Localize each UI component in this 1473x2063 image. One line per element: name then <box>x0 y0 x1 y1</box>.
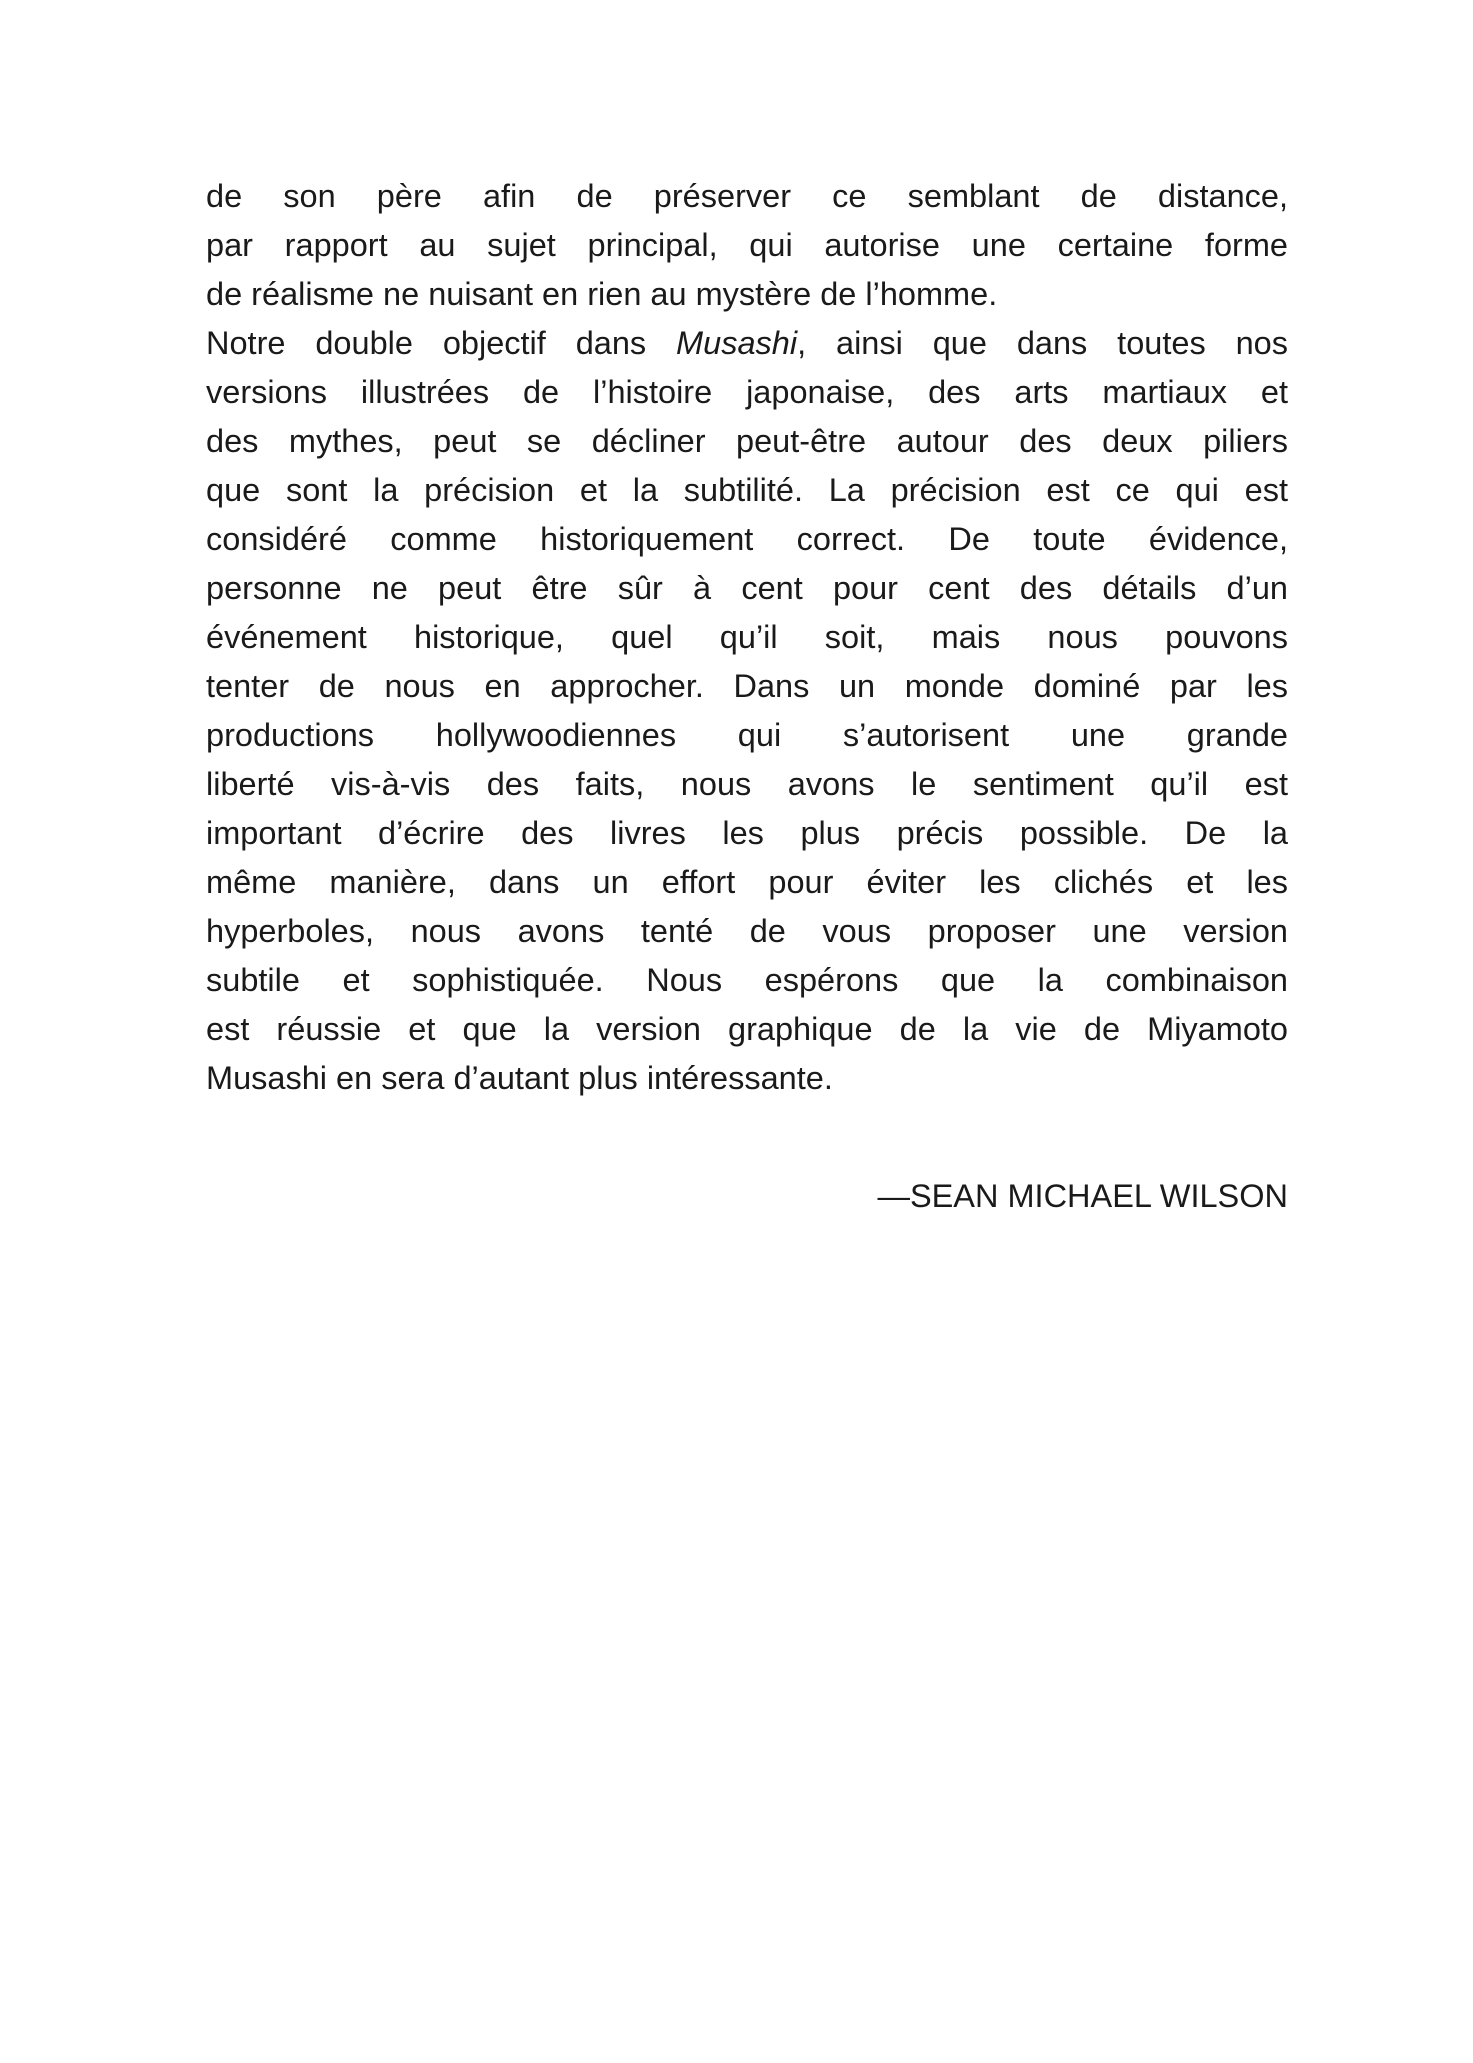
text-line: subtile et sophistiquée. Nous espérons que la combinaison <box>206 962 1288 998</box>
text-line: considéré comme historiquement correct. De toute évidence, <box>206 521 1288 557</box>
author-signature: —SEAN MICHAEL WILSON <box>877 1178 1288 1214</box>
text-line: tenter de nous en approcher. Dans un monde dominé par les <box>206 668 1288 704</box>
text-line: important d’écrire des livres les plus précis possible. De la <box>206 815 1288 851</box>
text-line: versions illustrées de l’histoire japonaise, des arts martiaux et <box>206 374 1288 410</box>
page-body <box>206 172 1288 1214</box>
text-line: de réalisme ne nuisant en rien au mystère de l’homme. <box>206 276 998 312</box>
text-line: événement historique, quel qu’il soit, mais nous pouvons <box>206 619 1288 655</box>
text-fragment: , ainsi que dans toutes nos <box>797 325 1288 361</box>
text-line: Musashi en sera d’autant plus intéressante. <box>206 1060 833 1096</box>
book-title: Musashi <box>676 325 798 361</box>
text-line: même manière, dans un effort pour éviter les clichés et les <box>206 864 1288 900</box>
text-line: de son père afin de préserver ce semblant de distance, <box>206 178 1288 214</box>
text-line: personne ne peut être sûr à cent pour cent des détails d’un <box>206 570 1288 606</box>
text-line: que sont la précision et la subtilité. La précision est ce qui est <box>206 472 1288 508</box>
text-line: est réussie et que la version graphique de la vie de Miyamoto <box>206 1011 1288 1047</box>
text-line: liberté vis-à-vis des faits, nous avons le sentiment qu’il est <box>206 766 1288 802</box>
text-fragment: Notre double objectif dans <box>206 325 677 361</box>
text-line: productions hollywoodiennes qui s’autorisent une grande <box>206 717 1288 753</box>
text-line <box>206 319 1288 368</box>
text-line: des mythes, peut se décliner peut-être autour des deux piliers <box>206 423 1288 459</box>
text-line: hyperboles, nous avons tenté de vous proposer une version <box>206 913 1288 949</box>
text-line: par rapport au sujet principal, qui autorise une certaine forme <box>206 227 1288 263</box>
